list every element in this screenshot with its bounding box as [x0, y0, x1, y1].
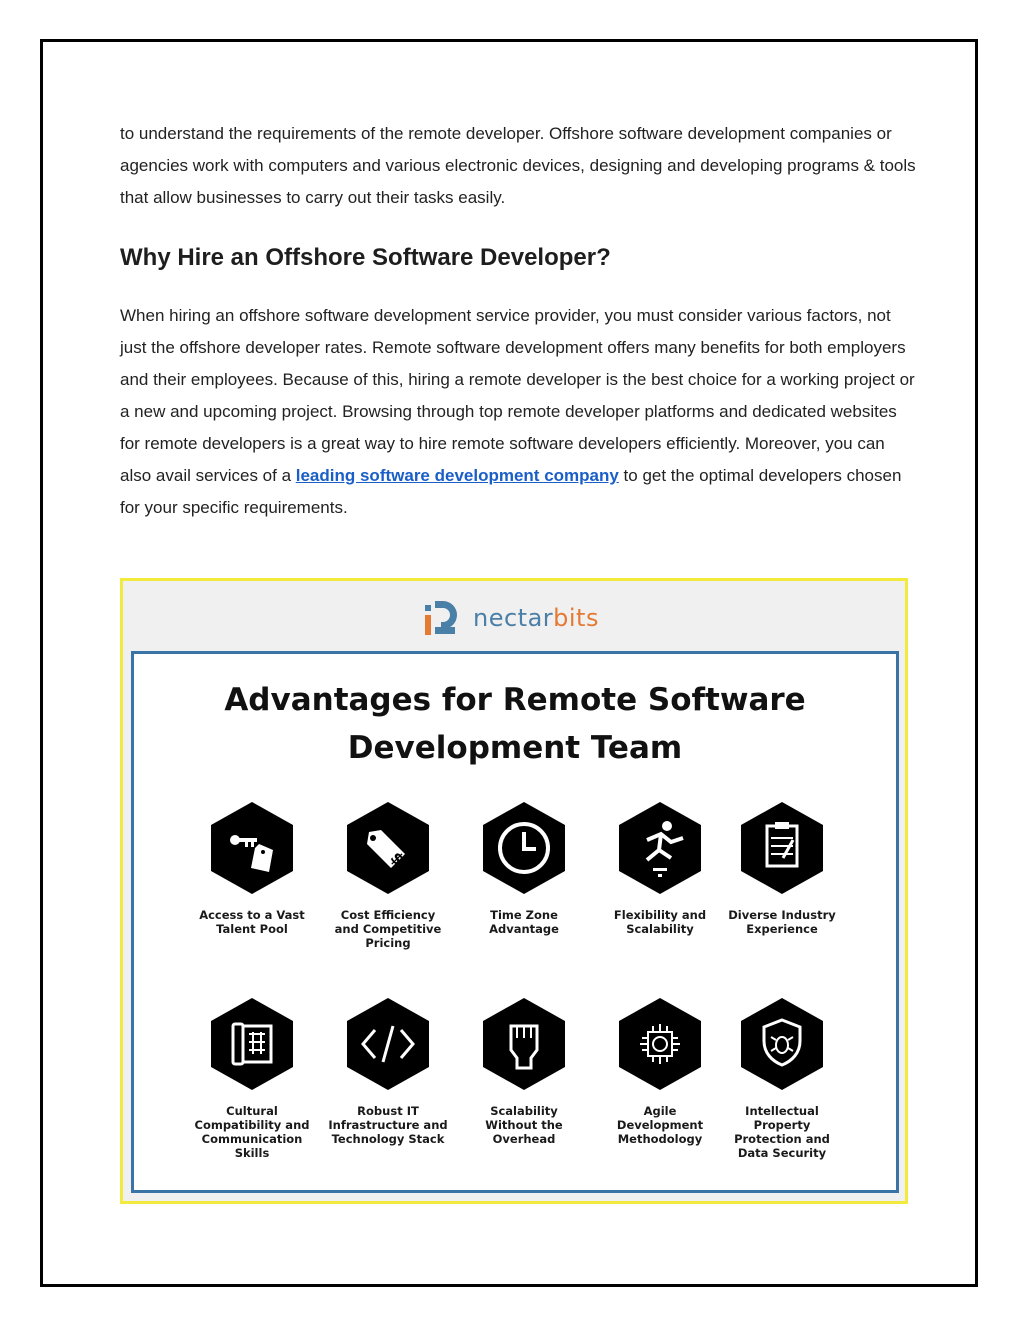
advantage-tile [328, 800, 448, 950]
advantage-label: Diverse Industry Experience [728, 908, 836, 936]
advantage-label: Time Zone Advantage [489, 908, 559, 936]
nectarbits-logo [423, 595, 599, 641]
nectarbits-logo-text: nectarbits [473, 604, 599, 632]
advantage-tile [328, 996, 448, 1146]
advantage-tile [464, 800, 584, 936]
advantage-label: Robust IT Infrastructure and Technology Stack [328, 1104, 448, 1146]
telephone-icon [209, 996, 295, 1092]
clipboard-icon [739, 800, 825, 896]
software-company-link[interactable]: leading software development company [295, 466, 619, 485]
advantage-label: Scalability Without the Overhead [485, 1104, 563, 1146]
advantage-tile [192, 800, 312, 936]
advantage-tile [464, 996, 584, 1146]
code-brackets-icon [345, 996, 431, 1092]
advantages-infographic [120, 578, 908, 1204]
document-content [120, 118, 920, 524]
advantage-label: Cultural Compatibility and Communication Skills [194, 1104, 310, 1160]
brain-chip-icon [617, 996, 703, 1092]
nectarbits-logo-mark-icon [423, 597, 465, 639]
infographic-panel [131, 651, 899, 1193]
body-text-after-link: to get the optimal developers chosen for your specific requirements. [120, 466, 902, 517]
infographic-title: Advantages for Remote Software Development Team [224, 682, 806, 766]
advantage-label: Intellectual Property Protection and Data Security [734, 1104, 830, 1160]
body-text-before-link: When hiring an offshore software development service provider, you must consider various factors, not just the offshore developer rates. Remote software development offers many benefits for both employers and their employees. Because of this, hiring a remote developer is the best choice for a working project or a new and upcoming project. Browsing through top remote developer platforms and dedicated websites for remote developers is a great way to hire remote software developers efficiently. Moreover, you can also avail services of a [120, 306, 915, 485]
advantage-tile [192, 996, 312, 1160]
advantage-tile [722, 800, 842, 936]
key-tag-icon [209, 800, 295, 896]
svg-text:$: $ [386, 847, 408, 870]
advantage-tile [600, 800, 720, 936]
advantage-tile [722, 996, 842, 1160]
advantage-label: Access to a Vast Talent Pool [199, 908, 305, 936]
advantage-label: Cost Efficiency and Competitive Pricing [334, 908, 442, 950]
advantage-label: Agile Development Methodology [616, 1104, 704, 1146]
body-paragraph [120, 300, 920, 524]
price-tag-icon [345, 800, 431, 896]
intro-paragraph: to understand the requirements of the remote developer. Offshore software development companies or agencies work with computers and various electronic devices, designing and developing programs & tools that allow businesses to carry out their tasks easily. [120, 124, 916, 207]
section-heading: Why Hire an Offshore Software Developer? [120, 244, 611, 271]
clock-icon [481, 800, 567, 896]
raised-fist-icon [481, 996, 567, 1092]
advantage-label: Flexibility and Scalability [613, 908, 707, 936]
advantage-tile [600, 996, 720, 1146]
shield-bug-icon [739, 996, 825, 1092]
jumping-person-icon [617, 800, 703, 896]
